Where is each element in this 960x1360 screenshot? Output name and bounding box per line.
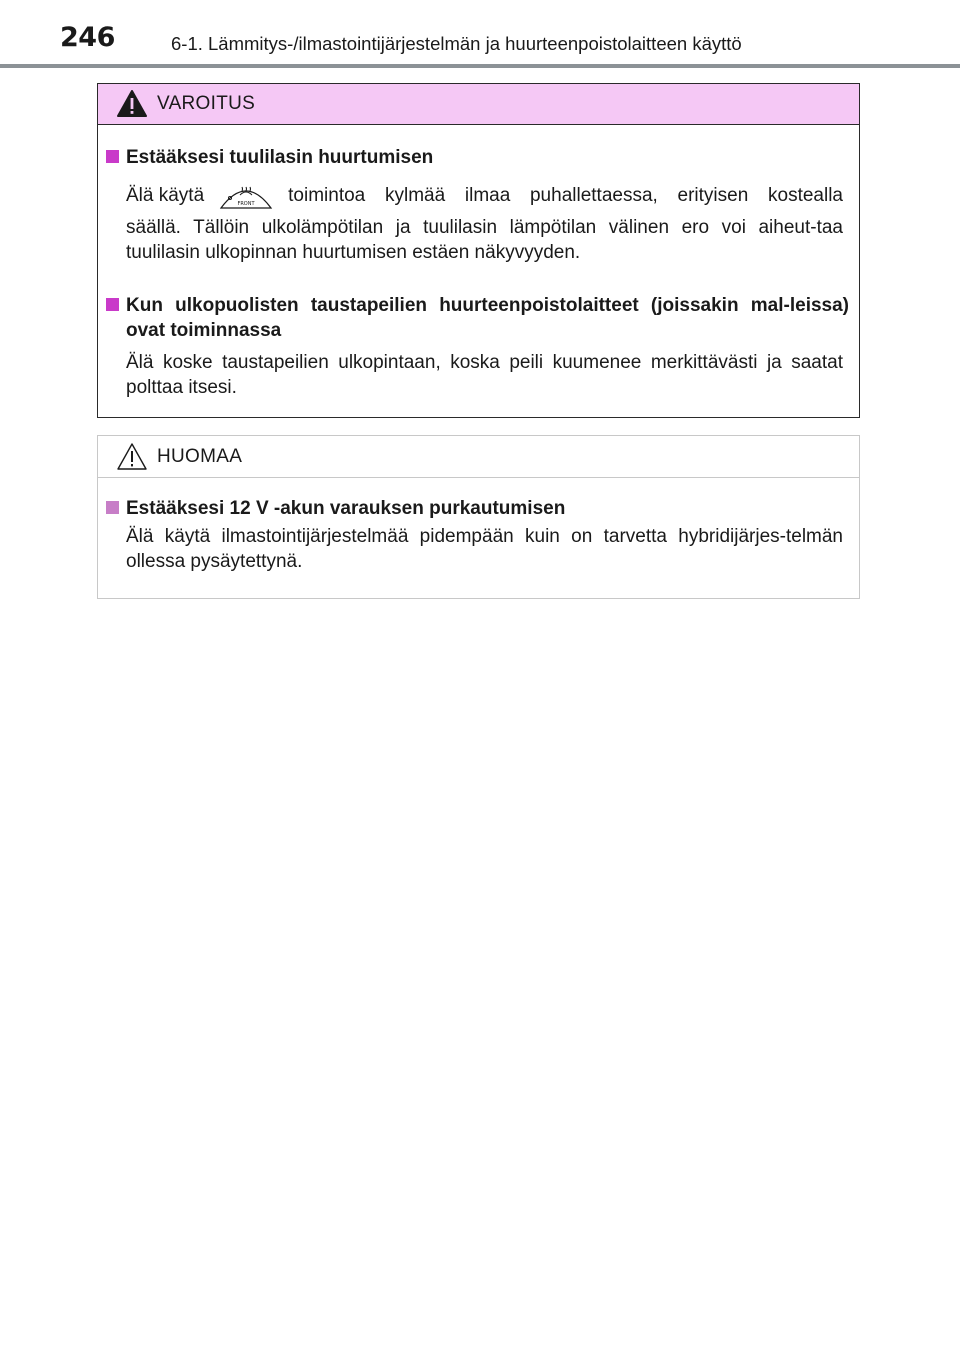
warning-item-body bbox=[98, 178, 859, 265]
warning-header bbox=[98, 84, 859, 125]
notice-item-title: Estääksesi 12 V -akun varauksen purkautumisen bbox=[98, 496, 859, 521]
warning-item-mirrors bbox=[98, 293, 859, 400]
section-title: 6-1. Lämmitys-/ilmastointijärjestelmän ja huurteenpoistolaitteen käyttö bbox=[171, 33, 742, 54]
warning-item-body: Älä koske taustapeilien ulkopintaan, koska peili kuumenee merkittävästi ja saatat polttaa itsesi. bbox=[126, 352, 843, 398]
warning-box bbox=[97, 83, 860, 418]
front-defroster-icon bbox=[218, 180, 274, 210]
notice-box bbox=[97, 435, 860, 599]
body-text-after-icon: toimintoa kylmää ilmaa puhallettaessa, erityisen kostealla bbox=[288, 184, 843, 206]
defroster-caption: FRONT bbox=[237, 201, 255, 207]
body-text-rest: säällä. Tällöin ulkolämpötilan ja tuulilasin lämpötilan välinen ero voi aiheut-taa tuulilasin ulkopinnan huurtumisen estäen näkyvyyden. bbox=[126, 217, 843, 263]
warning-item-title: Estääksesi tuulilasin huurtumisen bbox=[98, 145, 859, 170]
notice-item-battery bbox=[98, 496, 859, 574]
notice-header bbox=[98, 436, 859, 478]
square-bullet-icon bbox=[106, 298, 119, 311]
square-bullet-icon bbox=[106, 501, 119, 514]
square-bullet-icon bbox=[106, 150, 119, 163]
page-number: 246 bbox=[60, 22, 115, 53]
warning-item-windshield bbox=[98, 145, 859, 265]
warning-item-title: Kun ulkopuolisten taustapeilien huurteenpoistolaitteet (joissakin mal-leissa) ovat toiminnassa bbox=[98, 293, 859, 343]
caution-triangle-icon bbox=[116, 442, 148, 471]
body-text-before-icon: Älä käytä bbox=[126, 184, 205, 206]
header-rule bbox=[0, 64, 960, 68]
warning-triangle-icon bbox=[116, 89, 148, 118]
notice-label: HUOMAA bbox=[157, 446, 243, 467]
notice-item-body: Älä käytä ilmastointijärjestelmää pidempään kuin on tarvetta hybridijärjes-telmän ollessa pysäytettynä. bbox=[126, 526, 843, 572]
warning-label: VAROITUS bbox=[157, 93, 256, 114]
